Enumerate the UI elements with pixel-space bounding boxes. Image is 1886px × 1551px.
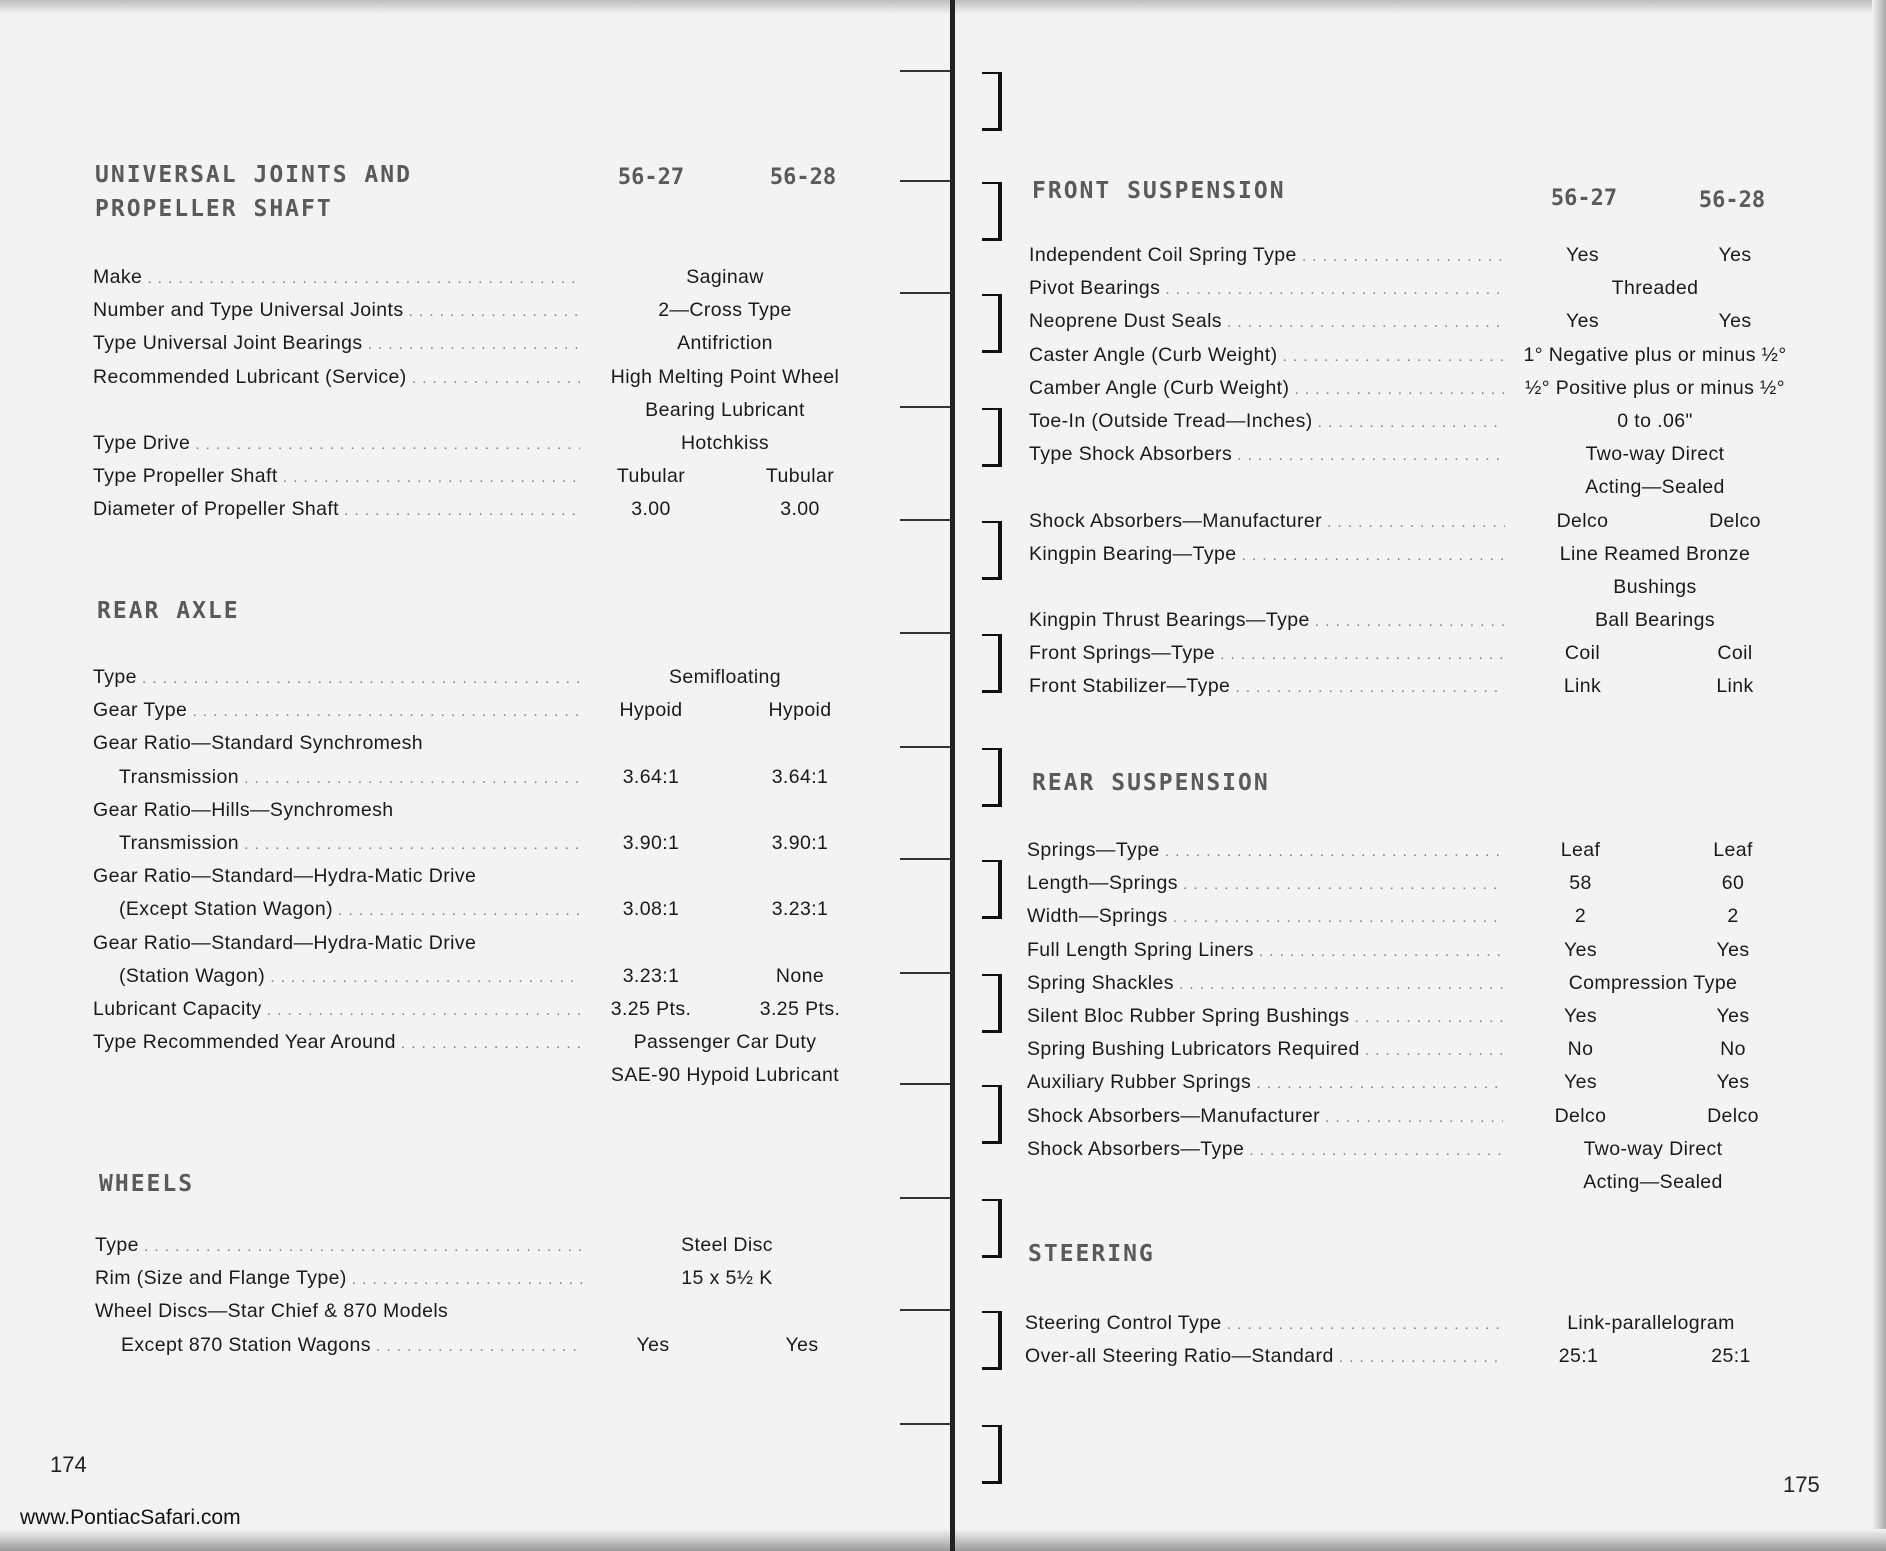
spec-label: Type . . .	[93, 661, 580, 694]
spec-row	[93, 993, 878, 1026]
column-header-56-28: 56-28	[1698, 188, 1766, 213]
spec-label: Front Springs—Type . . .	[1029, 637, 1505, 670]
spec-row	[93, 427, 878, 460]
spec-value-56-27: Delco	[1554, 1104, 1607, 1127]
spec-label: Number and Type Universal Joints . . .	[93, 294, 580, 327]
spec-label: Over-all Steering Ratio—Standard . . .	[1025, 1340, 1501, 1373]
spec-label: Auxiliary Rubber Springs . . .	[1027, 1066, 1503, 1099]
spec-value-56-27: 3.25 Pts.	[610, 997, 692, 1020]
spec-row	[1029, 538, 1810, 571]
spec-row	[1029, 339, 1810, 372]
spec-value-56-28: 3.23:1	[771, 898, 829, 921]
spec-value-56-28: Hypoid	[768, 699, 832, 722]
spec-label: Rim (Size and Flange Type) . . .	[95, 1262, 582, 1295]
spec-row	[1027, 1166, 1808, 1199]
spec-row	[1027, 1000, 1808, 1033]
spec-table-front-suspension	[1029, 239, 1810, 704]
spec-row	[93, 1059, 878, 1092]
spec-row	[1027, 834, 1808, 867]
spec-value-56-28: None	[775, 964, 825, 987]
spec-value-56-28: Delco	[1707, 1104, 1759, 1127]
spec-label: Lubricant Capacity . . .	[93, 993, 580, 1026]
spec-value: Compression Type	[1568, 971, 1738, 994]
spec-value: Two-way Direct	[1583, 1137, 1723, 1160]
spec-row	[93, 493, 878, 526]
spec-row	[93, 761, 878, 794]
spec-label: Toe-In (Outside Tread—Inches) . . .	[1029, 405, 1505, 438]
spec-value: Link-parallelogram	[1567, 1312, 1735, 1334]
spec-row	[1027, 1100, 1808, 1133]
spec-row	[1029, 670, 1810, 703]
column-header-56-27: 56-27	[617, 165, 685, 190]
spec-label: Silent Bloc Rubber Spring Bushings . . .	[1027, 1000, 1503, 1033]
section-heading-steering: STEERING	[1028, 1241, 1155, 1267]
ring-right-edge	[982, 1311, 1002, 1370]
spec-value-56-27: Yes	[1565, 310, 1599, 333]
spec-label: Kingpin Thrust Bearings—Type . . .	[1029, 604, 1505, 637]
spec-value: High Melting Point Wheel	[610, 365, 840, 388]
spec-value-56-27: 25:1	[1558, 1345, 1599, 1368]
spec-value-56-27: Link	[1563, 675, 1602, 698]
spec-value-56-27: Coil	[1564, 642, 1601, 665]
spec-label: Gear Ratio—Standard—Hydra-Matic Drive	[93, 931, 477, 954]
spec-row	[93, 860, 878, 893]
spec-value-56-27: 3.08:1	[622, 898, 680, 921]
spec-value: Hotchkiss	[680, 431, 770, 454]
spec-label: Spring Shackles . . .	[1027, 967, 1503, 1000]
spec-value-56-28: 3.25 Pts.	[759, 997, 841, 1020]
ring-right-edge	[982, 974, 1002, 1033]
spec-value-56-28: Leaf	[1713, 839, 1753, 861]
page-edge-bottom	[0, 1529, 1886, 1551]
spec-row	[93, 794, 878, 827]
spec-label	[1029, 571, 1505, 604]
binding-ring-icon	[900, 858, 1000, 916]
spec-value-56-27: Yes	[636, 1333, 670, 1356]
spec-label: Steering Control Type . . .	[1025, 1307, 1501, 1340]
spec-row	[1029, 571, 1810, 604]
binding-ring-icon	[900, 406, 1000, 464]
ring-right-edge	[982, 634, 1002, 693]
spec-row	[1029, 239, 1810, 272]
spec-label: Gear Ratio—Hills—Synchromesh	[93, 798, 394, 821]
spec-label: Shock Absorbers—Manufacturer . . .	[1029, 505, 1505, 538]
binding-ring-icon	[900, 292, 1000, 350]
spec-label: Type Universal Joint Bearings . . .	[93, 327, 580, 360]
spec-value-56-28: Yes	[1716, 1071, 1750, 1094]
spec-value: Steel Disc	[681, 1234, 773, 1256]
spec-value-56-28: 3.00	[780, 498, 820, 521]
spec-row	[93, 261, 878, 294]
ring-left-edge	[900, 632, 950, 690]
spec-row	[1029, 438, 1810, 471]
spec-label	[1029, 471, 1505, 504]
spec-label: Type Drive . . .	[93, 427, 580, 460]
spec-value: Passenger Car Duty	[633, 1031, 817, 1054]
spec-label: Length—Springs . . .	[1027, 867, 1503, 900]
spec-value-56-27: Yes	[1563, 1004, 1597, 1027]
ring-right-edge	[982, 860, 1002, 919]
spec-row	[93, 394, 878, 427]
spec-value-56-28: Yes	[1716, 1004, 1750, 1027]
binding-ring-icon	[900, 1309, 1000, 1367]
spec-row	[1029, 505, 1810, 538]
spec-value-56-27: 3.00	[631, 498, 671, 521]
spec-table-rear-suspension	[1027, 834, 1808, 1199]
spec-label: Transmission . . .	[93, 761, 580, 794]
spec-table-steering	[1025, 1307, 1806, 1373]
website-watermark: www.PontiacSafari.com	[20, 1506, 241, 1529]
spec-value: Bearing Lubricant	[645, 398, 805, 421]
page-edge-right	[1872, 0, 1886, 1551]
spec-row	[95, 1229, 880, 1262]
spec-row	[1029, 405, 1810, 438]
spec-row	[1027, 900, 1808, 933]
spec-row	[95, 1262, 880, 1295]
ring-left-edge	[900, 1083, 950, 1141]
spec-label: (Station Wagon) . . .	[93, 960, 580, 993]
spec-label: Except 870 Station Wagons . . .	[95, 1329, 582, 1362]
spec-row	[93, 893, 878, 926]
spec-row	[1027, 967, 1808, 1000]
page-number-left: 174	[50, 1452, 87, 1477]
spec-label	[93, 1059, 580, 1092]
spec-label: Gear Ratio—Standard—Hydra-Matic Drive	[93, 865, 477, 888]
spec-value: 15 x 5½ K	[681, 1267, 773, 1290]
binding-ring-icon	[900, 1423, 1000, 1481]
spec-row	[1027, 1066, 1808, 1099]
spec-value-56-28: 3.90:1	[771, 831, 829, 854]
spec-value: Threaded	[1611, 277, 1699, 300]
spec-label: Width—Springs . . .	[1027, 900, 1503, 933]
binding-ring-icon	[900, 180, 1000, 238]
spec-value: 1° Negative plus or minus ½°	[1523, 343, 1787, 366]
ring-left-edge	[900, 858, 950, 916]
spec-label: Camber Angle (Curb Weight) . . .	[1029, 372, 1505, 405]
spec-row	[93, 294, 878, 327]
spec-value-56-27: Hypoid	[619, 699, 683, 722]
spec-value-56-27: Tubular	[616, 465, 686, 488]
spec-row	[93, 960, 878, 993]
section-heading-front-suspension: FRONT SUSPENSION	[1032, 178, 1286, 204]
spec-label: Type Shock Absorbers . . .	[1029, 438, 1505, 471]
spec-row	[1025, 1340, 1806, 1373]
ring-left-edge	[900, 70, 950, 128]
ring-right-edge	[982, 408, 1002, 467]
spec-value: Semifloating	[668, 666, 782, 688]
spec-value: Antifriction	[677, 332, 773, 355]
spec-row	[1029, 471, 1810, 504]
spec-value-56-28: 60	[1721, 872, 1745, 895]
spec-value-56-28: Yes	[1718, 310, 1752, 333]
spec-row	[1027, 934, 1808, 967]
ring-right-edge	[982, 1425, 1002, 1484]
spec-label: Full Length Spring Liners . . .	[1027, 934, 1503, 967]
section-heading-wheels: WHEELS	[99, 1171, 195, 1197]
spec-row	[95, 1329, 880, 1362]
spec-row	[1027, 1033, 1808, 1066]
ring-right-edge	[982, 1085, 1002, 1144]
spec-value-56-28: 25:1	[1711, 1345, 1751, 1368]
spec-label: Springs—Type . . .	[1027, 834, 1503, 867]
spec-value-56-28: 2	[1727, 905, 1739, 928]
spec-value: ½° Positive plus or minus ½°	[1525, 376, 1785, 399]
spec-value-56-27: 3.64:1	[622, 765, 680, 788]
section-heading-rear-suspension: REAR SUSPENSION	[1032, 770, 1270, 796]
spec-value: Ball Bearings	[1594, 609, 1716, 632]
ring-right-edge	[982, 1199, 1002, 1258]
spec-value: Two-way Direct	[1585, 443, 1725, 466]
spec-value-56-28: Delco	[1709, 509, 1761, 532]
spec-row	[1029, 272, 1810, 305]
spec-label: Gear Type . . .	[93, 694, 580, 727]
spec-label: Shock Absorbers—Type . . .	[1027, 1133, 1503, 1166]
spec-row	[1027, 1133, 1808, 1166]
page-edge-top	[0, 0, 1886, 14]
column-header-56-28: 56-28	[769, 165, 837, 190]
spec-label: Recommended Lubricant (Service) . . .	[93, 361, 580, 394]
spec-table-rear-axle	[93, 661, 878, 1092]
spec-row	[95, 1295, 880, 1328]
spec-label: Wheel Discs—Star Chief & 870 Models	[95, 1300, 449, 1323]
spec-value: Saginaw	[686, 266, 764, 288]
spec-value-56-27: Yes	[1563, 1071, 1597, 1094]
spec-row	[93, 927, 878, 960]
spec-row	[93, 460, 878, 493]
spec-table-wheels	[95, 1229, 880, 1362]
spec-value-56-27: 3.23:1	[622, 964, 680, 987]
binding-ring-icon	[900, 1197, 1000, 1255]
spec-value: Line Reamed Bronze	[1559, 542, 1751, 565]
spec-table-universal-joints	[93, 261, 878, 527]
spec-label: Kingpin Bearing—Type . . .	[1029, 538, 1505, 571]
ring-right-edge	[982, 182, 1002, 241]
spec-value-56-27: 3.90:1	[622, 831, 680, 854]
spec-row	[1029, 305, 1810, 338]
binding-ring-icon	[900, 1083, 1000, 1141]
ring-left-edge	[900, 1423, 950, 1481]
spec-value-56-28: Tubular	[765, 465, 835, 488]
spec-value: 0 to .06"	[1617, 409, 1693, 432]
ring-left-edge	[900, 746, 950, 804]
spec-row	[93, 694, 878, 727]
spec-row	[1029, 604, 1810, 637]
spec-value: Bushings	[1613, 575, 1697, 598]
spec-value-56-27: Yes	[1565, 244, 1599, 266]
ring-left-edge	[900, 972, 950, 1030]
spec-value-56-27: 2	[1574, 905, 1587, 928]
spec-value-56-27: Leaf	[1560, 839, 1601, 861]
spec-label: Front Stabilizer—Type . . .	[1029, 670, 1505, 703]
ring-left-edge	[900, 180, 950, 238]
spec-label: Independent Coil Spring Type . . .	[1029, 239, 1505, 272]
binding-ring-icon	[900, 746, 1000, 804]
spec-value-56-28: Yes	[1716, 938, 1750, 961]
spec-value-56-27: 58	[1569, 872, 1592, 895]
spec-row	[1027, 867, 1808, 900]
ring-right-edge	[982, 521, 1002, 580]
binding-ring-icon	[900, 632, 1000, 690]
spec-label: Neoprene Dust Seals . . .	[1029, 305, 1505, 338]
spec-label: Type Propeller Shaft . . .	[93, 460, 580, 493]
spec-value-56-27: No	[1567, 1038, 1594, 1061]
binding-ring-icon	[900, 972, 1000, 1030]
spec-row	[1029, 637, 1810, 670]
spec-row	[1029, 372, 1810, 405]
ring-right-edge	[982, 748, 1002, 807]
page-number-right: 175	[1783, 1472, 1820, 1497]
spec-label: Spring Bushing Lubricators Required . . .	[1027, 1033, 1503, 1066]
spec-value-56-28: 3.64:1	[771, 765, 829, 788]
section-heading-universal-joints: UNIVERSAL JOINTS AND PROPELLER SHAFT	[95, 162, 412, 222]
spec-value-56-28: Link	[1716, 675, 1754, 698]
spec-label: (Except Station Wagon) . . .	[93, 893, 580, 926]
spec-label	[1027, 1166, 1503, 1199]
spec-label: Gear Ratio—Standard Synchromesh	[93, 732, 423, 755]
spec-label	[93, 394, 580, 427]
spec-value-56-28: Yes	[785, 1333, 819, 1356]
spec-value-56-27: Yes	[1563, 938, 1597, 961]
ring-left-edge	[900, 292, 950, 350]
spec-label: Caster Angle (Curb Weight) . . .	[1029, 339, 1505, 372]
spec-label: Type Recommended Year Around . . .	[93, 1026, 580, 1059]
spec-label: Transmission . . .	[93, 827, 580, 860]
section-heading-rear-axle: REAR AXLE	[97, 598, 240, 624]
spec-row	[93, 327, 878, 360]
spec-row	[93, 661, 878, 694]
spec-label: Shock Absorbers—Manufacturer . . .	[1027, 1100, 1503, 1133]
ring-left-edge	[900, 406, 950, 464]
ring-right-edge	[982, 72, 1002, 131]
spec-row	[93, 827, 878, 860]
spec-label: Type . . .	[95, 1229, 582, 1262]
spec-value-56-28: Coil	[1717, 642, 1753, 665]
spec-value-56-28: No	[1720, 1038, 1746, 1061]
ring-left-edge	[900, 1309, 950, 1367]
spec-label: Diameter of Propeller Shaft . . .	[93, 493, 580, 526]
binding-ring-icon	[900, 70, 1000, 128]
spec-row	[93, 727, 878, 760]
spec-value-56-27: Delco	[1556, 509, 1609, 532]
spec-value: Acting—Sealed	[1583, 1170, 1723, 1193]
spec-value-56-28: Yes	[1718, 244, 1752, 266]
binding-ring-icon	[900, 519, 1000, 577]
spec-value: Acting—Sealed	[1585, 476, 1725, 499]
ring-left-edge	[900, 1197, 950, 1255]
ring-left-edge	[900, 519, 950, 577]
spec-row	[93, 1026, 878, 1059]
spec-row	[93, 361, 878, 394]
column-header-56-27: 56-27	[1550, 186, 1618, 211]
spec-label: Make . . .	[93, 261, 580, 294]
spec-label: Pivot Bearings . . .	[1029, 272, 1505, 305]
spec-value: 2—Cross Type	[658, 299, 792, 322]
ring-right-edge	[982, 294, 1002, 353]
spec-row	[1025, 1307, 1806, 1340]
spec-value: SAE-90 Hypoid Lubricant	[610, 1064, 840, 1087]
